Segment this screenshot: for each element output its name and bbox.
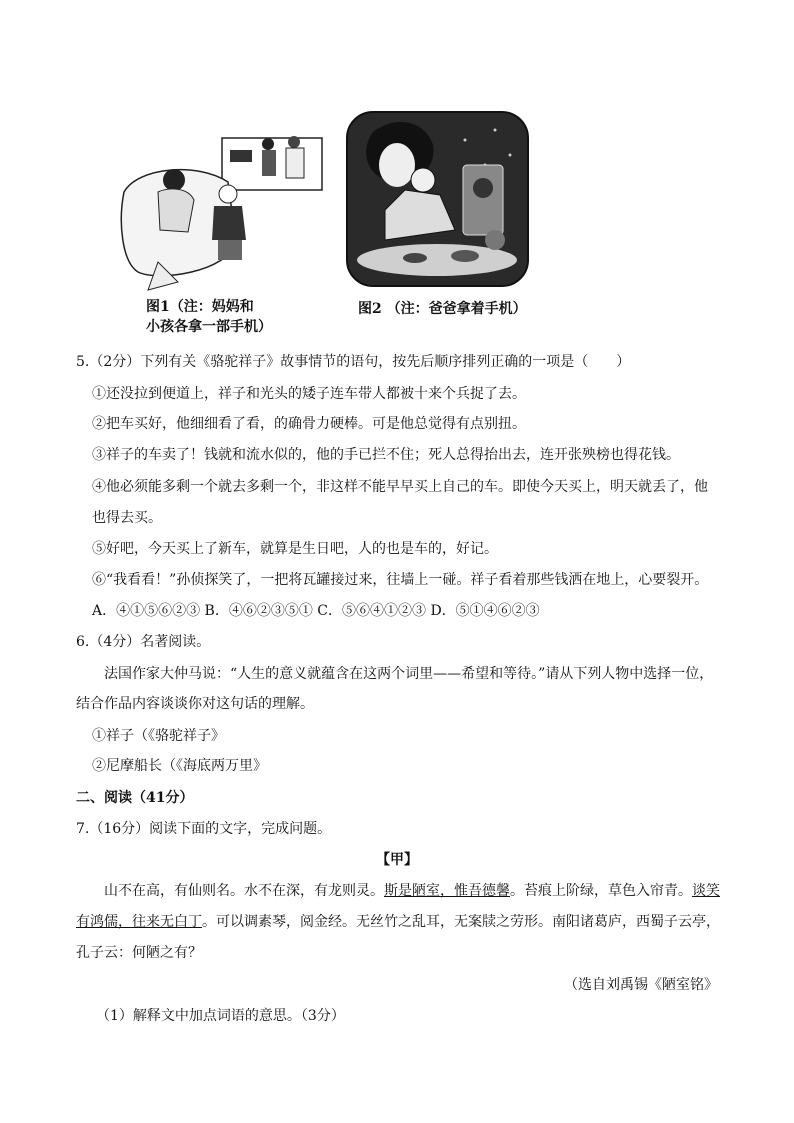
figure-1-caption-line-1: 图1（注：妈妈和 bbox=[146, 299, 254, 315]
figure-2-illustration bbox=[345, 110, 530, 288]
q7-sub-question-1: （1）解释文中加点词语的意思。（3分） bbox=[96, 1008, 345, 1024]
q6-choice-1: ①祥子（《骆驼祥子》 bbox=[92, 728, 225, 744]
q5-item-2: ②把车买好，他细细看了看，的确骨力硬棒。可是他总觉得有点别扭。 bbox=[92, 416, 526, 432]
q5-item-4: ④他必须能多剩一个就去多剩一个，非这样不能早早买上自己的车。即使今天买上，明天就丢了，他 bbox=[92, 479, 708, 495]
figure-2-caption: 图2 （注：爸爸拿着手机） bbox=[358, 301, 527, 317]
q6-stem: 6.（4分）名著阅读。 bbox=[76, 634, 211, 650]
section-2-title: 二、阅读（41分） bbox=[76, 790, 194, 806]
figure-1-caption-line-2: 小孩各拿一部手机） bbox=[146, 319, 272, 335]
q5-item-1: ①还没拉到便道上，祥子和光头的矮子连车带人都被十来个兵捉了去。 bbox=[92, 386, 526, 402]
passage-heading: 【甲】 bbox=[376, 852, 418, 868]
q6-para-2: 结合作品内容谈谈你对这句话的理解。 bbox=[76, 696, 314, 712]
underlined-phrase: 斯是陋室，惟吾德馨 bbox=[384, 883, 510, 899]
q6-para-1: 法国作家大仲马说：“人生的意义就蕴含在这两个词里——希望和等待。”请从下列人物中选择一位， bbox=[104, 666, 714, 682]
figure-1-caption bbox=[146, 297, 272, 337]
passage-text: 山不在高，有仙则名。水不在深，有龙则灵。 bbox=[104, 883, 384, 899]
passage-text: 。可以调素琴，阅金经。无丝竹之乱耳，无案牍之劳形。南阳诸葛庐，西蜀子云亭， bbox=[202, 914, 720, 930]
q5-item-5: ⑤好吧，今天买上了新车，就算是生日吧，人的也是车的，好记。 bbox=[92, 541, 498, 557]
q5-options: A．④①⑤⑥②③ B．④⑥②③⑤① C．⑤⑥④①②③ D．⑤①④⑥②③ bbox=[92, 603, 540, 619]
passage-line-2 bbox=[76, 912, 720, 932]
passage-text: 。苔痕上阶绿，草色入帘青。 bbox=[510, 883, 692, 899]
passage-line-1 bbox=[104, 881, 720, 901]
q6-choice-2: ②尼摩船长（《海底两万里》 bbox=[92, 758, 267, 774]
passage-line-3: 孔子云：何陋之有？ bbox=[76, 945, 202, 961]
q5-item-3: ③祥子的车卖了！钱就和流水似的，他的手已拦不住；死人总得抬出去，连开张殃榜也得花钱。 bbox=[92, 447, 680, 463]
q5-stem: 5.（2分）下列有关《骆驼祥子》故事情节的语句，按先后顺序排列正确的一项是（ ） bbox=[76, 354, 631, 370]
underlined-phrase: 有鸿儒，往来无白丁 bbox=[76, 914, 202, 930]
passage-source: （选自刘禹锡《陋室铭》 bbox=[564, 977, 718, 993]
figure-1-illustration bbox=[118, 122, 328, 292]
illustrations bbox=[0, 0, 794, 345]
q7-stem: 7.（16分）阅读下面的文字，完成问题。 bbox=[76, 821, 332, 837]
underlined-phrase: 谈笑 bbox=[692, 883, 720, 899]
q5-item-6: ⑥“我看看！”孙侦探笑了，一把将瓦罐接过来，往墙上一碰。祥子看着那些钱洒在地上，心要裂开。 bbox=[92, 572, 709, 588]
q5-item-4-cont: 也得去买。 bbox=[92, 510, 162, 526]
